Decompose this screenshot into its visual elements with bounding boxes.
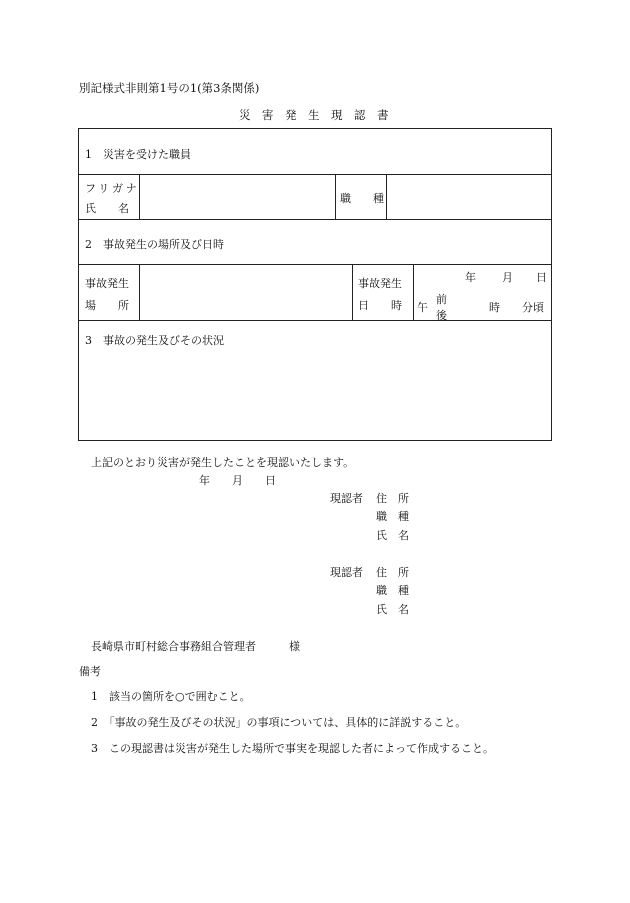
addressee: 長崎県市町村総合事務組合管理者 — [91, 640, 256, 653]
section3-heading: 3 事故の発生及びその状況 — [85, 334, 224, 347]
datetime-label-line1: 事故発生 — [358, 277, 402, 290]
occupation-field[interactable] — [388, 175, 550, 218]
witness2-occupation-label: 職 種 — [376, 584, 409, 597]
place-field[interactable] — [141, 265, 351, 319]
time-minute: 分頃 — [522, 301, 544, 314]
witness1-label: 現認者 — [330, 492, 363, 505]
witness1-address-label: 住 所 — [376, 492, 409, 505]
witness2-address-label: 住 所 — [376, 566, 409, 579]
datetime-label-line2: 日 時 — [358, 299, 402, 312]
declaration-date: 年 月 日 — [199, 474, 276, 487]
witness1-occupation-label: 職 種 — [376, 510, 409, 523]
incident-form-table — [78, 128, 552, 441]
witness2-name-label: 氏 名 — [376, 603, 409, 616]
place-label-line1: 事故発生 — [85, 277, 129, 290]
section2-heading: 2 事故発生の場所及び日時 — [85, 238, 224, 251]
note-item-1: 1 該当の箇所を○で囲むこと。 — [91, 690, 251, 703]
note-item-2: 2 「事故の発生及びその状況」の事項については、具体的に詳説すること。 — [91, 716, 467, 729]
date-day: 日 — [536, 271, 547, 284]
occupation-label: 職 種 — [340, 192, 384, 205]
date-month: 月 — [502, 271, 513, 284]
time-hour: 時 — [489, 301, 500, 314]
notes-heading: 備考 — [79, 665, 101, 678]
situation-field[interactable] — [80, 351, 550, 439]
declaration-text: 上記のとおり災害が発生したことを現認いたします。 — [91, 456, 355, 469]
addressee-honorific: 様 — [289, 640, 300, 653]
name-field[interactable] — [141, 175, 334, 218]
form-reference: 別記様式非則第1号の1(第3条関係) — [79, 81, 260, 95]
place-label-line2: 場 所 — [85, 299, 129, 312]
witness2-label: 現認者 — [330, 566, 363, 579]
note-item-3: 3 この現認書は災害が発生した場所で事実を現認した者によって作成すること。 — [91, 742, 494, 755]
date-year: 年 — [465, 271, 476, 284]
witness1-name-label: 氏 名 — [376, 529, 409, 542]
name-label: 氏 名 — [85, 202, 129, 215]
ampm-suffix: 午 — [417, 301, 428, 314]
furigana-label: フリガナ — [85, 182, 140, 195]
section1-heading: 1 災害を受けた職員 — [85, 148, 191, 161]
ampm-am[interactable]: 前 — [436, 293, 447, 306]
form-title: 災 害 発 生 現 認 書 — [239, 108, 389, 122]
ampm-pm[interactable]: 後 — [436, 309, 447, 322]
